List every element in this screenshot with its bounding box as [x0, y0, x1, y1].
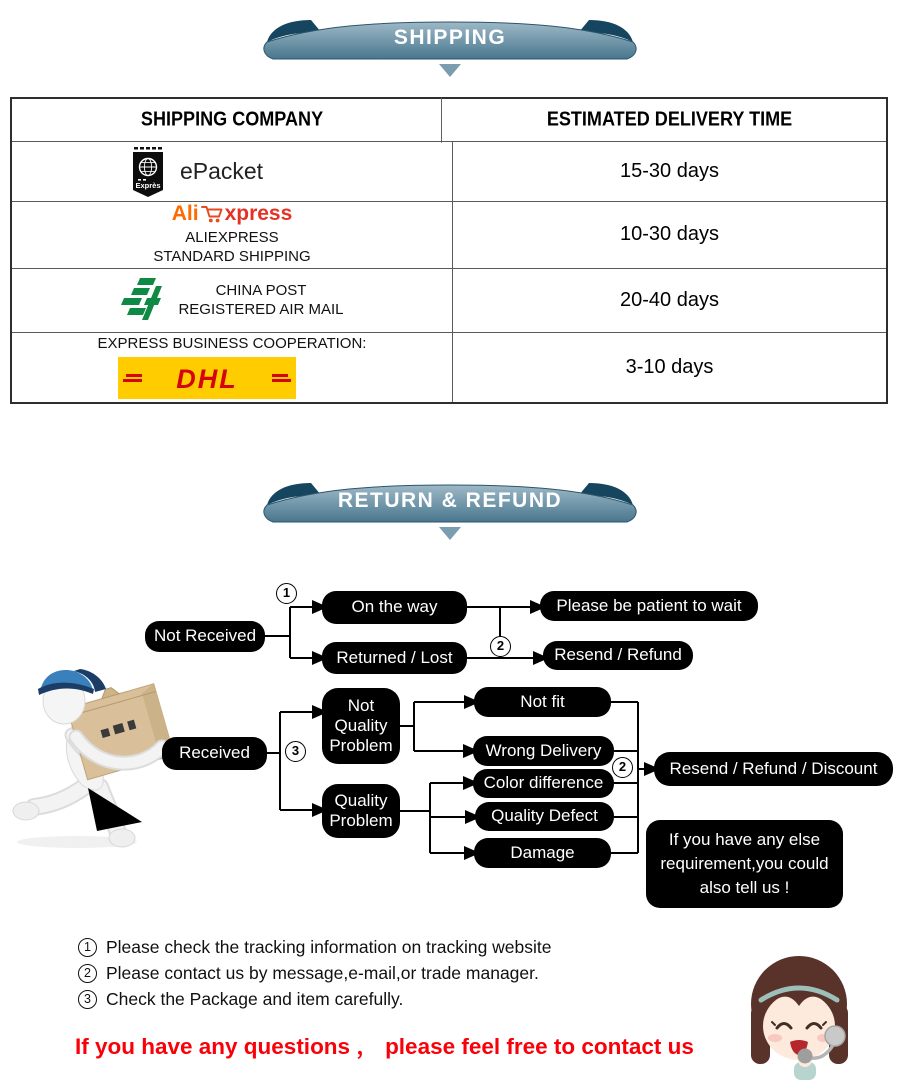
chinapost-time: 20-40 days: [620, 288, 719, 311]
table-row: [12, 332, 886, 402]
dhl-cell: [12, 333, 453, 402]
flow-not-quality-problem: Not Quality Problem: [322, 688, 400, 764]
shipping-table: [10, 97, 888, 404]
table-row: [12, 268, 886, 332]
circled-number-3: 3: [285, 741, 306, 762]
circled-number-2b: 2: [612, 757, 633, 778]
ali-logo-text: Ali: [171, 202, 199, 226]
note-item: [78, 960, 552, 986]
return-refund-banner: [255, 479, 645, 525]
speech-bubble: If you have any else requirement,you could also tell us !: [646, 820, 843, 908]
flow-not-received: Not Received: [145, 621, 265, 652]
shipping-banner-title: SHIPPING: [393, 26, 507, 49]
header-delivery-time: ESTIMATED DELIVERY TIME: [546, 108, 793, 131]
shipping-banner: [255, 16, 645, 62]
chinapost-cell: [12, 269, 453, 332]
note-text-1: Please check the tracking information on tracking website: [106, 936, 552, 957]
epacket-cell: [12, 142, 453, 201]
contact-message: If you have any questions ， please feel free to contact us: [75, 1034, 694, 1059]
flow-quality-problem: Quality Problem: [322, 784, 400, 838]
circled-number-1: 1: [276, 583, 297, 604]
table-row: [12, 141, 886, 201]
flow-please-wait: Please be patient to wait: [540, 591, 758, 621]
cart-icon: [200, 203, 224, 224]
speech-bubble-tail: [88, 788, 142, 831]
svg-text:DHL: DHL: [176, 364, 238, 395]
epacket-time: 15-30 days: [620, 160, 719, 183]
chinapost-line1: CHINA POST: [215, 282, 307, 300]
epacket-label: ePacket: [179, 158, 264, 185]
aliexpress-logo: [172, 203, 293, 224]
circled-number-2: 2: [490, 636, 511, 657]
svg-text:Exprès: Exprès: [135, 180, 161, 190]
note-item: [78, 934, 552, 960]
flow-on-the-way: On the way: [322, 591, 467, 624]
return-refund-banner-title: RETURN & REFUND: [337, 489, 563, 512]
note-text-2: Please contact us by message,e-mail,or trade manager.: [106, 962, 539, 983]
note-text-3: Check the Package and item carefully.: [106, 988, 404, 1009]
table-row: [12, 201, 886, 267]
note-number-1: 1: [78, 938, 97, 957]
epacket-logo-icon: [131, 146, 165, 198]
table-header-row: [12, 99, 886, 141]
flow-damage: Damage: [474, 838, 611, 868]
flow-color-difference: Color difference: [473, 769, 614, 798]
dhl-time: 3-10 days: [625, 355, 714, 378]
chinapost-line2: REGISTERED AIR MAIL: [178, 301, 344, 319]
aliexpress-time: 10-30 days: [620, 223, 719, 246]
flow-received: Received: [162, 737, 267, 770]
note-item: [78, 986, 552, 1012]
aliexpress-line1: ALIEXPRESS: [185, 229, 279, 247]
customer-service-girl-illustration: [742, 952, 857, 1080]
flow-resend-refund: Resend / Refund: [543, 641, 693, 670]
xpress-logo-text: xpress: [224, 202, 293, 226]
flow-not-fit: Not fit: [474, 687, 611, 717]
flow-resend-refund-discount: Resend / Refund / Discount: [654, 752, 893, 786]
china-post-logo-icon: [120, 276, 168, 324]
return-refund-flowchart: [0, 560, 900, 930]
aliexpress-cell: [12, 202, 453, 267]
dhl-logo: [118, 357, 296, 399]
notes-list: [78, 934, 552, 1012]
flow-wrong-delivery: Wrong Delivery: [473, 736, 614, 766]
down-arrow-icon: [439, 64, 461, 77]
note-number-3: 3: [78, 990, 97, 1009]
dhl-cooperation-label: EXPRESS BUSINESS COOPERATION:: [97, 335, 367, 353]
down-arrow-icon: [439, 527, 461, 540]
note-number-2: 2: [78, 964, 97, 983]
flow-quality-defect: Quality Defect: [475, 802, 614, 831]
header-shipping-company: SHIPPING COMPANY: [23, 97, 442, 142]
aliexpress-line2: STANDARD SHIPPING: [153, 248, 311, 266]
flow-returned-lost: Returned / Lost: [322, 642, 467, 674]
